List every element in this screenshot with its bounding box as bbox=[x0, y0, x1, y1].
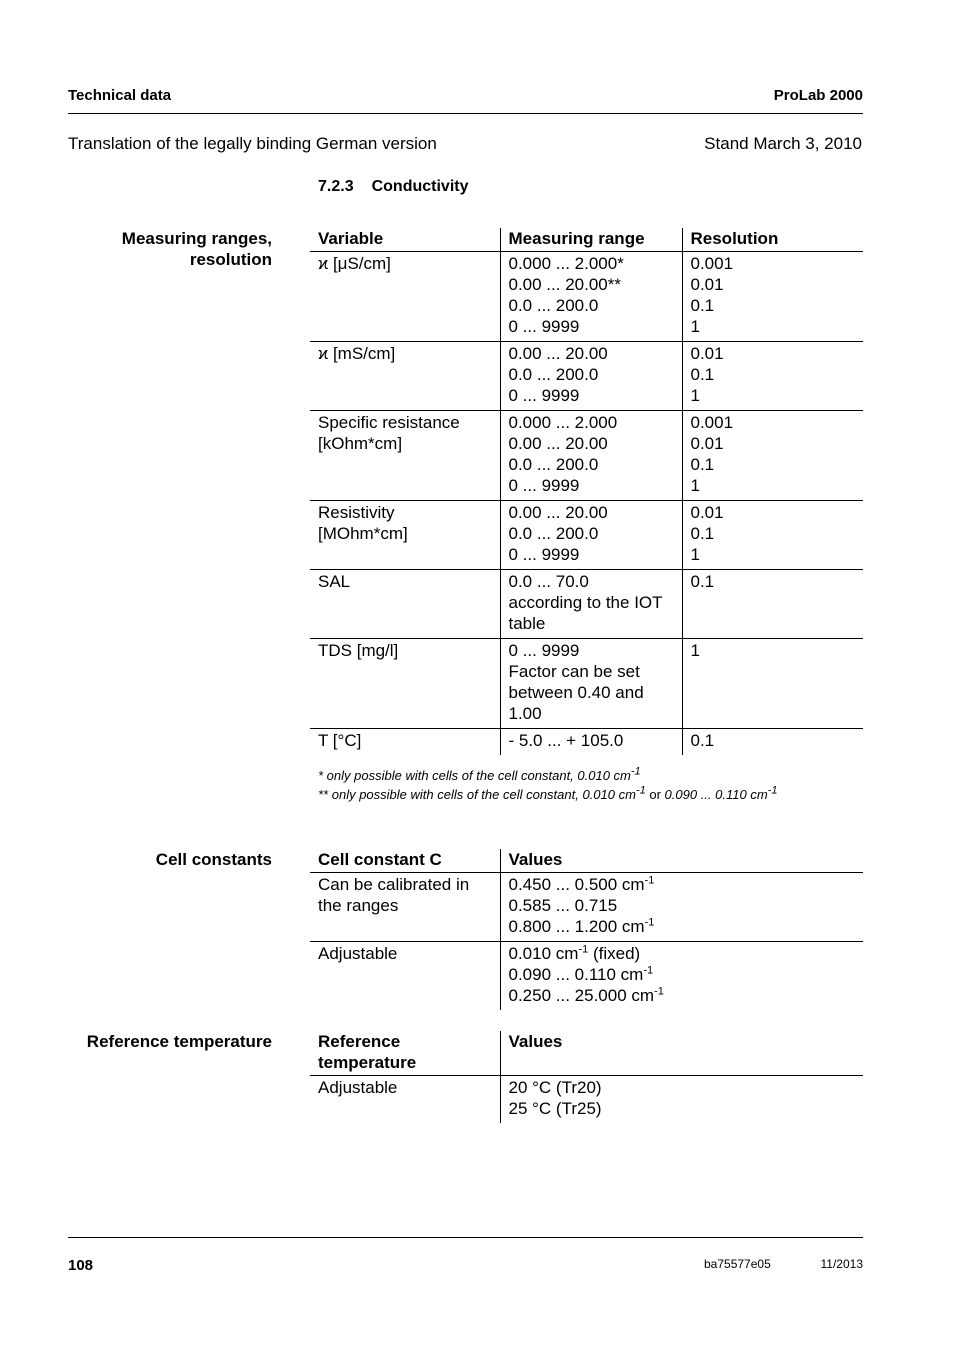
section-title: Conductivity bbox=[371, 178, 469, 195]
superscript: -1 bbox=[578, 943, 589, 956]
cell-constants-side-label: Cell constants bbox=[155, 850, 272, 869]
cell-line: 0.00 ... 20.00** bbox=[508, 275, 621, 294]
cell-line: 0.1 bbox=[690, 455, 715, 474]
cell-line: [kOhm*cm] bbox=[318, 434, 403, 453]
table-row bbox=[310, 411, 863, 501]
cell-variable: Adjustable bbox=[310, 942, 500, 1011]
footnote-2-or: or bbox=[649, 787, 661, 802]
value-text: 0.090 ... 0.110 cm bbox=[508, 965, 644, 984]
cell-line: 0.0 ... 70.0 bbox=[508, 572, 589, 591]
cell-line: - 5.0 ... + 105.0 bbox=[508, 731, 624, 750]
section-heading bbox=[318, 178, 468, 196]
cell-resolution bbox=[682, 252, 863, 342]
cell-line: 1 bbox=[690, 545, 700, 564]
cell-line: 1 bbox=[690, 476, 700, 495]
cell-line: according to the IOT bbox=[508, 593, 663, 612]
footnote-2-sup-a: -1 bbox=[635, 784, 646, 797]
footnote-1-text: * only possible with cells of the cell constant, 0.010 cm bbox=[318, 768, 631, 783]
cell-line: Can be calibrated in bbox=[318, 875, 470, 894]
value-text: 0.010 cm bbox=[508, 944, 579, 963]
header-rule bbox=[68, 113, 863, 114]
cell-line: 1 bbox=[690, 317, 700, 336]
column-header-cell-constant: Cell constant C bbox=[310, 849, 500, 873]
header-right: ProLab 2000 bbox=[773, 87, 863, 104]
cell-values bbox=[500, 1076, 863, 1124]
cell-line: TDS [mg/l] bbox=[318, 641, 399, 660]
cell-range bbox=[500, 729, 682, 756]
superscript: -1 bbox=[644, 874, 655, 887]
cell-line: 25 °C (Tr25) bbox=[508, 1099, 602, 1118]
cell-values bbox=[500, 942, 863, 1011]
cell-line: 1 bbox=[690, 641, 700, 660]
cell-variable bbox=[310, 252, 500, 342]
cell-line: 0 ... 9999 bbox=[508, 317, 580, 336]
subheader-left: Translation of the legally binding German version bbox=[68, 134, 437, 153]
cell-line bbox=[509, 964, 856, 985]
measuring-side-label-1: Measuring ranges, bbox=[121, 229, 272, 248]
column-header-values: Values bbox=[500, 1031, 863, 1076]
cell-line: 0.1 bbox=[690, 524, 715, 543]
cell-line: 0.00 ... 20.00 bbox=[508, 503, 608, 522]
document-date: 11/2013 bbox=[820, 1257, 863, 1271]
cell-line: 0.000 ... 2.000* bbox=[508, 254, 624, 273]
section-number: 7.2.3 bbox=[318, 178, 354, 195]
cell-range bbox=[500, 411, 682, 501]
cell-variable bbox=[310, 729, 500, 756]
table-row bbox=[310, 1076, 863, 1124]
cell-line bbox=[509, 874, 856, 895]
cell-range bbox=[500, 639, 682, 729]
cell-line bbox=[509, 916, 856, 937]
cell-variable bbox=[310, 570, 500, 639]
cell-line: ϰ [mS/cm] bbox=[318, 344, 396, 363]
cell-line: 0.0 ... 200.0 bbox=[508, 455, 599, 474]
subheader-right: Stand March 3, 2010 bbox=[704, 134, 862, 153]
footnote-2-sup-b: -1 bbox=[767, 784, 778, 797]
cell-line: 0 ... 9999 bbox=[508, 641, 580, 660]
cell-line: [MOhm*cm] bbox=[318, 524, 408, 543]
reference-table bbox=[310, 1031, 863, 1123]
cell-line: SAL bbox=[318, 572, 351, 591]
page-number: 108 bbox=[68, 1257, 94, 1274]
cell-line: 0 ... 9999 bbox=[508, 476, 580, 495]
cell-line: between 0.40 and bbox=[508, 683, 644, 702]
measuring-table bbox=[310, 228, 863, 755]
table-row bbox=[310, 252, 863, 342]
cell-line: 0.01 bbox=[690, 434, 724, 453]
cell-line: 0.1 bbox=[690, 365, 715, 384]
cell-line: 1.00 bbox=[508, 704, 542, 723]
header-left: Technical data bbox=[68, 87, 172, 104]
cell-line bbox=[509, 985, 856, 1006]
fixed-text: (fixed) bbox=[592, 944, 641, 963]
cell-line: 0.01 bbox=[690, 344, 724, 363]
reference-side-label: Reference temperature bbox=[86, 1032, 272, 1051]
cell-line: 0.01 bbox=[690, 275, 724, 294]
cell-line: 0.00 ... 20.00 bbox=[508, 434, 608, 453]
cell-line: the ranges bbox=[318, 896, 399, 915]
cell-variable bbox=[310, 639, 500, 729]
cell-line: T [°C] bbox=[318, 731, 362, 750]
cell-resolution bbox=[682, 342, 863, 411]
footnote-2 bbox=[318, 785, 777, 804]
table-row bbox=[310, 729, 863, 756]
column-header-variable: Variable bbox=[310, 228, 500, 252]
value-text: 0.800 ... 1.200 cm bbox=[508, 917, 645, 936]
cell-line: 0 ... 9999 bbox=[508, 545, 580, 564]
footer-rule bbox=[68, 1237, 863, 1238]
value-text: 0.250 ... 25.000 cm bbox=[508, 986, 655, 1005]
cell-resolution bbox=[682, 570, 863, 639]
header-line: temperature bbox=[318, 1053, 417, 1072]
cell-line: 20 °C (Tr20) bbox=[508, 1078, 602, 1097]
cell-line: 0.1 bbox=[690, 296, 715, 315]
table-header-row bbox=[310, 228, 863, 252]
header-line: Reference bbox=[318, 1032, 401, 1051]
cell-line: 0.00 ... 20.00 bbox=[508, 344, 608, 363]
cell-line: Resistivity bbox=[318, 503, 395, 522]
value-text: 0.450 ... 0.500 cm bbox=[508, 875, 645, 894]
cell-line: 0.0 ... 200.0 bbox=[508, 296, 599, 315]
cell-variable bbox=[310, 873, 500, 942]
document-id: ba75577e05 bbox=[704, 1257, 771, 1271]
cell-line: Specific resistance bbox=[318, 413, 460, 432]
cell-line: 0.1 bbox=[690, 572, 715, 591]
cell-line: ϰ [μS/cm] bbox=[318, 254, 391, 273]
table-header-row bbox=[310, 849, 863, 873]
table-row bbox=[310, 873, 863, 942]
footnote-1-sup: -1 bbox=[630, 765, 641, 778]
cell-range bbox=[500, 342, 682, 411]
cell-line bbox=[509, 943, 856, 964]
cell-line: Factor can be set bbox=[508, 662, 640, 681]
cell-range bbox=[500, 570, 682, 639]
cell-variable bbox=[310, 501, 500, 570]
cell-resolution bbox=[682, 639, 863, 729]
cell-range bbox=[500, 501, 682, 570]
cell-line: 0.001 bbox=[690, 413, 734, 432]
column-header-resolution: Resolution bbox=[682, 228, 863, 252]
superscript: -1 bbox=[644, 916, 655, 929]
column-header-reference bbox=[310, 1031, 500, 1076]
cell-line: 0 ... 9999 bbox=[508, 386, 580, 405]
footnote-1 bbox=[318, 766, 641, 785]
table-row bbox=[310, 501, 863, 570]
cell-resolution bbox=[682, 501, 863, 570]
column-header-range: Measuring range bbox=[500, 228, 682, 252]
cell-values bbox=[500, 873, 863, 942]
table-row bbox=[310, 570, 863, 639]
cell-line: 0.1 bbox=[690, 731, 715, 750]
cell-resolution bbox=[682, 411, 863, 501]
measuring-side-label bbox=[68, 228, 272, 270]
cell-range bbox=[500, 252, 682, 342]
table-row bbox=[310, 639, 863, 729]
column-header-values: Values bbox=[500, 849, 863, 873]
cell-line: 0.01 bbox=[690, 503, 724, 522]
cell-line: 1 bbox=[690, 386, 700, 405]
cell-line: table bbox=[508, 614, 546, 633]
table-row bbox=[310, 342, 863, 411]
measuring-side-label-2: resolution bbox=[189, 250, 272, 269]
superscript: -1 bbox=[643, 964, 654, 977]
cell-line: 0.001 bbox=[690, 254, 734, 273]
footnote-2-text-a: ** only possible with cells of the cell constant, 0.010 cm bbox=[318, 787, 636, 802]
cell-line: 0.585 ... 0.715 bbox=[508, 896, 618, 915]
cell-variable bbox=[310, 411, 500, 501]
footnote-2-text-b: 0.090 ... 0.110 cm bbox=[664, 787, 768, 802]
table-header-row bbox=[310, 1031, 863, 1076]
cell-line: 0.0 ... 200.0 bbox=[508, 524, 599, 543]
cell-constants-table bbox=[310, 849, 863, 1010]
superscript: -1 bbox=[654, 985, 664, 998]
cell-resolution bbox=[682, 729, 863, 756]
table-row bbox=[310, 942, 863, 1011]
cell-variable: Adjustable bbox=[310, 1076, 500, 1124]
cell-variable bbox=[310, 342, 500, 411]
cell-line: 0.000 ... 2.000 bbox=[508, 413, 618, 432]
cell-line: 0.0 ... 200.0 bbox=[508, 365, 599, 384]
